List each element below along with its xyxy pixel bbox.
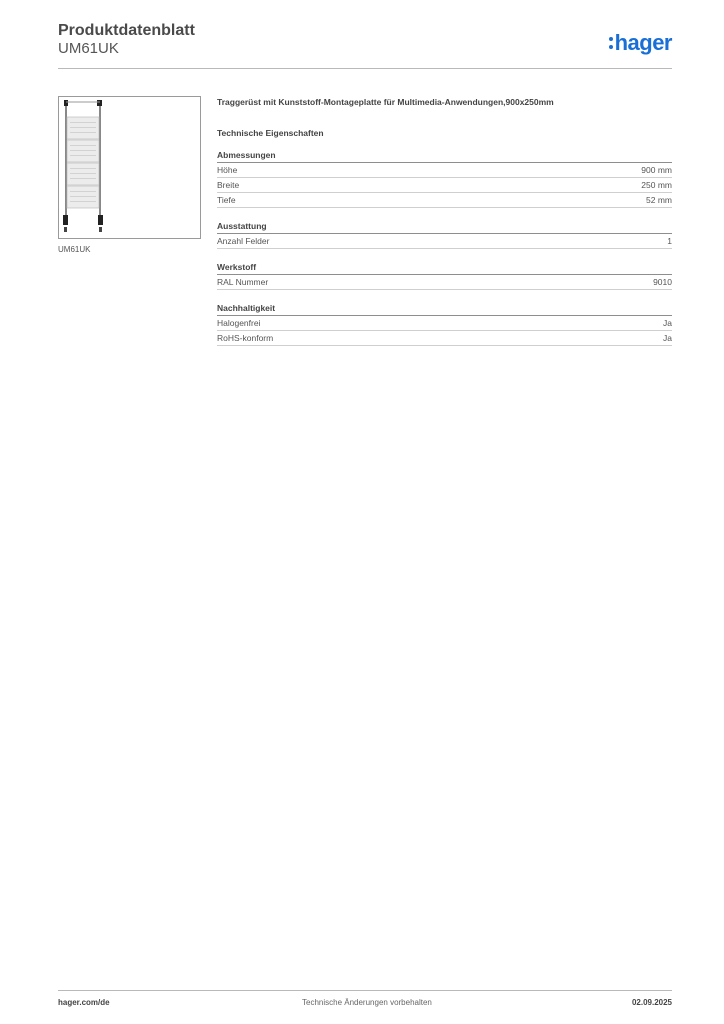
group-title: Ausstattung [217, 220, 672, 234]
group-title: Abmessungen [217, 149, 672, 163]
product-details [217, 96, 672, 346]
group-nachhaltigkeit [217, 302, 672, 346]
hager-logo [609, 30, 672, 56]
spec-label: RAL Nummer [217, 277, 269, 287]
spec-row [217, 234, 672, 249]
image-caption: UM61UK [58, 245, 91, 254]
spec-value: 52 mm [646, 195, 672, 205]
mounting-frame-illustration [59, 97, 200, 238]
spec-row [217, 331, 672, 346]
spec-value: 900 mm [641, 165, 672, 175]
section-heading: Technische Eigenschaften [217, 128, 324, 138]
spec-value: 250 mm [641, 180, 672, 190]
footer-website-link[interactable]: hager.com/de [58, 998, 110, 1007]
footer-date: 02.09.2025 [631, 998, 672, 1007]
page-title: Produktdatenblatt [58, 22, 195, 39]
spec-label: Tiefe [217, 195, 236, 205]
spec-value: Ja [663, 333, 672, 343]
group-ausstattung [217, 220, 672, 249]
product-code: UM61UK [58, 40, 119, 57]
spec-row [217, 163, 672, 178]
spec-row [217, 275, 672, 290]
spec-label: Breite [217, 180, 240, 190]
group-abmessungen [217, 149, 672, 208]
spec-row [217, 316, 672, 331]
spec-label: Halogenfrei [217, 318, 261, 328]
spec-label: RoHS-konform [217, 333, 274, 343]
spec-value: Ja [663, 318, 672, 328]
spec-label: Anzahl Felder [217, 236, 270, 246]
spec-label: Höhe [217, 165, 238, 175]
group-werkstoff [217, 261, 672, 290]
product-image [58, 96, 201, 239]
group-title: Werkstoff [217, 261, 672, 275]
spec-row [217, 193, 672, 208]
spec-value: 1 [667, 236, 672, 246]
group-title: Nachhaltigkeit [217, 302, 672, 316]
spec-row [217, 178, 672, 193]
logo-text: hager [614, 30, 672, 55]
header-divider [58, 68, 672, 69]
logo-colon-icon [609, 37, 614, 51]
footer-divider [58, 990, 672, 991]
footer-notice: Technische Änderungen vorbehalten [302, 998, 432, 1007]
product-description: Traggerüst mit Kunststoff-Montageplatte für Multimedia-Anwendungen,900x250mm [217, 97, 554, 107]
spec-value: 9010 [653, 277, 672, 287]
